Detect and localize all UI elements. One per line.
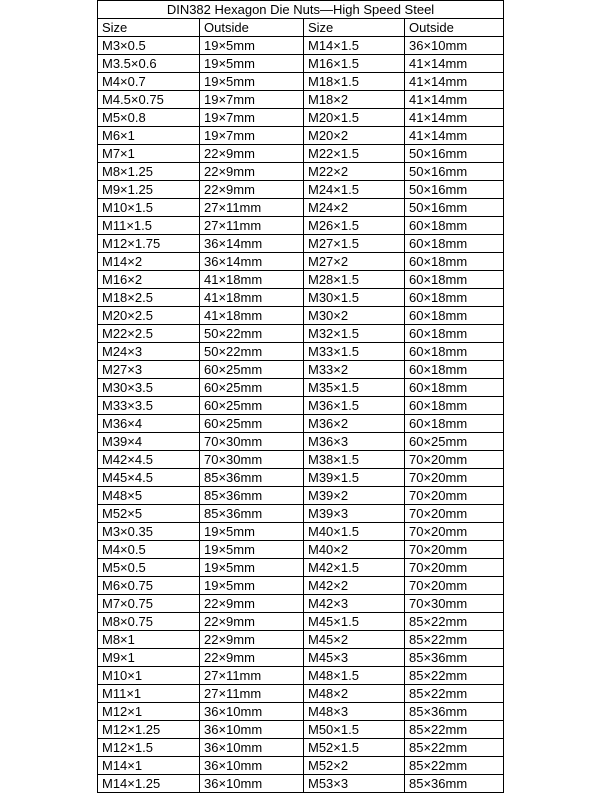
table-row — [98, 109, 504, 127]
size-left-cell: M16×2 — [98, 271, 200, 289]
outside-right-cell: 60×18mm — [405, 361, 504, 379]
outside-left-cell: 60×25mm — [200, 361, 304, 379]
size-right-cell: M22×1.5 — [304, 145, 405, 163]
outside-left-cell: 22×9mm — [200, 145, 304, 163]
outside-right-cell: 60×18mm — [405, 415, 504, 433]
table-row — [98, 235, 504, 253]
outside-left-cell: 36×10mm — [200, 703, 304, 721]
size-left-cell: M24×3 — [98, 343, 200, 361]
table-row — [98, 685, 504, 703]
outside-left-cell: 22×9mm — [200, 631, 304, 649]
outside-right-cell: 60×18mm — [405, 379, 504, 397]
outside-left-cell: 22×9mm — [200, 181, 304, 199]
size-left-cell: M45×4.5 — [98, 469, 200, 487]
outside-right-cell: 85×22mm — [405, 613, 504, 631]
table-row — [98, 37, 504, 55]
size-left-cell: M18×2.5 — [98, 289, 200, 307]
header-row — [98, 19, 504, 37]
outside-left-cell: 22×9mm — [200, 649, 304, 667]
outside-left-cell: 50×22mm — [200, 343, 304, 361]
table-row — [98, 433, 504, 451]
size-right-cell: M24×1.5 — [304, 181, 405, 199]
table-row — [98, 487, 504, 505]
table-row — [98, 127, 504, 145]
outside-left-cell: 60×25mm — [200, 397, 304, 415]
size-right-cell: M45×3 — [304, 649, 405, 667]
table-row — [98, 775, 504, 793]
outside-right-cell: 41×14mm — [405, 55, 504, 73]
outside-right-cell: 50×16mm — [405, 145, 504, 163]
outside-left-cell: 60×25mm — [200, 415, 304, 433]
header-size-right: Size — [304, 19, 405, 37]
header-outside-right: Outside — [405, 19, 504, 37]
outside-right-cell: 70×20mm — [405, 577, 504, 595]
table-row — [98, 649, 504, 667]
table-row — [98, 73, 504, 91]
size-left-cell: M36×4 — [98, 415, 200, 433]
size-right-cell: M36×1.5 — [304, 397, 405, 415]
outside-right-cell: 50×16mm — [405, 199, 504, 217]
outside-left-cell: 19×5mm — [200, 523, 304, 541]
table-row — [98, 253, 504, 271]
size-right-cell: M53×3 — [304, 775, 405, 793]
outside-left-cell: 22×9mm — [200, 613, 304, 631]
size-right-cell: M24×2 — [304, 199, 405, 217]
outside-right-cell: 60×18mm — [405, 397, 504, 415]
outside-left-cell: 19×7mm — [200, 127, 304, 145]
outside-left-cell: 36×10mm — [200, 721, 304, 739]
table-row — [98, 451, 504, 469]
outside-right-cell: 41×14mm — [405, 73, 504, 91]
outside-left-cell: 22×9mm — [200, 595, 304, 613]
size-right-cell: M20×1.5 — [304, 109, 405, 127]
outside-right-cell: 70×20mm — [405, 505, 504, 523]
size-left-cell: M7×0.75 — [98, 595, 200, 613]
size-left-cell: M8×1.25 — [98, 163, 200, 181]
size-left-cell: M48×5 — [98, 487, 200, 505]
size-right-cell: M14×1.5 — [304, 37, 405, 55]
table-row — [98, 91, 504, 109]
size-right-cell: M45×1.5 — [304, 613, 405, 631]
outside-right-cell: 70×20mm — [405, 523, 504, 541]
outside-left-cell: 50×22mm — [200, 325, 304, 343]
table-row — [98, 739, 504, 757]
size-right-cell: M20×2 — [304, 127, 405, 145]
outside-left-cell: 36×10mm — [200, 757, 304, 775]
outside-left-cell: 19×7mm — [200, 109, 304, 127]
outside-right-cell: 60×18mm — [405, 271, 504, 289]
size-left-cell: M8×1 — [98, 631, 200, 649]
size-right-cell: M45×2 — [304, 631, 405, 649]
size-left-cell: M6×1 — [98, 127, 200, 145]
outside-right-cell: 85×36mm — [405, 649, 504, 667]
size-left-cell: M22×2.5 — [98, 325, 200, 343]
table-row — [98, 289, 504, 307]
table-body — [98, 37, 504, 793]
outside-left-cell: 70×30mm — [200, 451, 304, 469]
table-row — [98, 541, 504, 559]
size-left-cell: M4.5×0.75 — [98, 91, 200, 109]
size-right-cell: M42×1.5 — [304, 559, 405, 577]
table-row — [98, 163, 504, 181]
size-left-cell: M12×1 — [98, 703, 200, 721]
size-left-cell: M12×1.25 — [98, 721, 200, 739]
outside-right-cell: 60×18mm — [405, 307, 504, 325]
outside-left-cell: 85×36mm — [200, 505, 304, 523]
table-row — [98, 55, 504, 73]
size-left-cell: M5×0.5 — [98, 559, 200, 577]
size-right-cell: M26×1.5 — [304, 217, 405, 235]
size-right-cell: M48×3 — [304, 703, 405, 721]
table-row — [98, 307, 504, 325]
size-left-cell: M20×2.5 — [98, 307, 200, 325]
table-row — [98, 415, 504, 433]
outside-right-cell: 70×20mm — [405, 451, 504, 469]
outside-right-cell: 85×22mm — [405, 721, 504, 739]
outside-right-cell: 70×20mm — [405, 559, 504, 577]
table-row — [98, 595, 504, 613]
table-row — [98, 325, 504, 343]
size-right-cell: M16×1.5 — [304, 55, 405, 73]
size-right-cell: M36×2 — [304, 415, 405, 433]
outside-left-cell: 27×11mm — [200, 217, 304, 235]
size-left-cell: M9×1.25 — [98, 181, 200, 199]
table-row — [98, 523, 504, 541]
outside-right-cell: 41×14mm — [405, 91, 504, 109]
outside-right-cell: 70×30mm — [405, 595, 504, 613]
size-right-cell: M32×1.5 — [304, 325, 405, 343]
table-row — [98, 559, 504, 577]
size-right-cell: M22×2 — [304, 163, 405, 181]
table-row — [98, 145, 504, 163]
outside-left-cell: 19×5mm — [200, 55, 304, 73]
size-left-cell: M14×2 — [98, 253, 200, 271]
size-left-cell: M12×1.5 — [98, 739, 200, 757]
size-right-cell: M52×1.5 — [304, 739, 405, 757]
size-left-cell: M4×0.7 — [98, 73, 200, 91]
size-right-cell: M39×2 — [304, 487, 405, 505]
outside-left-cell: 19×5mm — [200, 37, 304, 55]
size-left-cell: M7×1 — [98, 145, 200, 163]
outside-right-cell: 50×16mm — [405, 163, 504, 181]
outside-right-cell: 60×18mm — [405, 253, 504, 271]
outside-right-cell: 85×36mm — [405, 775, 504, 793]
size-right-cell: M42×3 — [304, 595, 405, 613]
outside-right-cell: 60×18mm — [405, 343, 504, 361]
table-row — [98, 199, 504, 217]
outside-left-cell: 85×36mm — [200, 469, 304, 487]
size-left-cell: M6×0.75 — [98, 577, 200, 595]
size-left-cell: M10×1 — [98, 667, 200, 685]
size-left-cell: M42×4.5 — [98, 451, 200, 469]
table-row — [98, 721, 504, 739]
table-row — [98, 631, 504, 649]
size-left-cell: M3.5×0.6 — [98, 55, 200, 73]
size-left-cell: M3×0.5 — [98, 37, 200, 55]
size-left-cell: M8×0.75 — [98, 613, 200, 631]
size-right-cell: M52×2 — [304, 757, 405, 775]
size-left-cell: M14×1 — [98, 757, 200, 775]
size-left-cell: M14×1.25 — [98, 775, 200, 793]
size-left-cell: M33×3.5 — [98, 397, 200, 415]
table-row — [98, 703, 504, 721]
outside-left-cell: 41×18mm — [200, 307, 304, 325]
outside-left-cell: 27×11mm — [200, 685, 304, 703]
size-right-cell: M18×1.5 — [304, 73, 405, 91]
size-right-cell: M48×2 — [304, 685, 405, 703]
outside-right-cell: 85×22mm — [405, 631, 504, 649]
size-right-cell: M42×2 — [304, 577, 405, 595]
outside-left-cell: 36×10mm — [200, 739, 304, 757]
size-right-cell: M39×1.5 — [304, 469, 405, 487]
size-right-cell: M27×1.5 — [304, 235, 405, 253]
outside-right-cell: 50×16mm — [405, 181, 504, 199]
table-row — [98, 397, 504, 415]
table-row — [98, 577, 504, 595]
size-right-cell: M40×2 — [304, 541, 405, 559]
outside-left-cell: 19×7mm — [200, 91, 304, 109]
table-row — [98, 271, 504, 289]
size-left-cell: M39×4 — [98, 433, 200, 451]
table-row — [98, 379, 504, 397]
size-left-cell: M52×5 — [98, 505, 200, 523]
header-outside-left: Outside — [200, 19, 304, 37]
spec-sheet — [97, 0, 503, 799]
header-size-left: Size — [98, 19, 200, 37]
outside-left-cell: 19×5mm — [200, 73, 304, 91]
table-row — [98, 667, 504, 685]
size-left-cell: M3×0.35 — [98, 523, 200, 541]
size-right-cell: M27×2 — [304, 253, 405, 271]
size-right-cell: M30×1.5 — [304, 289, 405, 307]
outside-left-cell: 36×10mm — [200, 775, 304, 793]
table-row — [98, 343, 504, 361]
size-right-cell: M30×2 — [304, 307, 405, 325]
outside-right-cell: 60×25mm — [405, 433, 504, 451]
die-nut-size-table — [97, 0, 504, 793]
outside-right-cell: 70×20mm — [405, 487, 504, 505]
outside-right-cell: 85×22mm — [405, 667, 504, 685]
table-title: DIN382 Hexagon Die Nuts—High Speed Steel — [98, 1, 504, 19]
outside-left-cell: 22×9mm — [200, 163, 304, 181]
outside-right-cell: 85×22mm — [405, 739, 504, 757]
size-right-cell: M33×2 — [304, 361, 405, 379]
table-row — [98, 613, 504, 631]
outside-right-cell: 85×36mm — [405, 703, 504, 721]
size-left-cell: M5×0.8 — [98, 109, 200, 127]
size-right-cell: M36×3 — [304, 433, 405, 451]
outside-left-cell: 41×18mm — [200, 289, 304, 307]
size-right-cell: M18×2 — [304, 91, 405, 109]
outside-left-cell: 27×11mm — [200, 667, 304, 685]
outside-right-cell: 41×14mm — [405, 109, 504, 127]
outside-right-cell: 60×18mm — [405, 217, 504, 235]
outside-right-cell: 85×22mm — [405, 757, 504, 775]
outside-left-cell: 41×18mm — [200, 271, 304, 289]
table-row — [98, 757, 504, 775]
outside-left-cell: 36×14mm — [200, 253, 304, 271]
outside-right-cell: 60×18mm — [405, 325, 504, 343]
size-right-cell: M28×1.5 — [304, 271, 405, 289]
outside-right-cell: 41×14mm — [405, 127, 504, 145]
outside-right-cell: 85×22mm — [405, 685, 504, 703]
outside-right-cell: 70×20mm — [405, 541, 504, 559]
outside-left-cell: 36×14mm — [200, 235, 304, 253]
outside-right-cell: 36×10mm — [405, 37, 504, 55]
size-right-cell: M38×1.5 — [304, 451, 405, 469]
outside-left-cell: 27×11mm — [200, 199, 304, 217]
outside-right-cell: 60×18mm — [405, 289, 504, 307]
table-row — [98, 505, 504, 523]
outside-left-cell: 70×30mm — [200, 433, 304, 451]
size-left-cell: M4×0.5 — [98, 541, 200, 559]
size-left-cell: M12×1.75 — [98, 235, 200, 253]
outside-left-cell: 60×25mm — [200, 379, 304, 397]
size-right-cell: M33×1.5 — [304, 343, 405, 361]
size-right-cell: M35×1.5 — [304, 379, 405, 397]
size-left-cell: M11×1.5 — [98, 217, 200, 235]
size-left-cell: M9×1 — [98, 649, 200, 667]
table-row — [98, 181, 504, 199]
outside-left-cell: 85×36mm — [200, 487, 304, 505]
outside-right-cell: 60×18mm — [405, 235, 504, 253]
outside-left-cell: 19×5mm — [200, 541, 304, 559]
size-right-cell: M39×3 — [304, 505, 405, 523]
size-right-cell: M40×1.5 — [304, 523, 405, 541]
table-row — [98, 361, 504, 379]
table-row — [98, 217, 504, 235]
title-row — [98, 1, 504, 19]
size-left-cell: M10×1.5 — [98, 199, 200, 217]
size-left-cell: M30×3.5 — [98, 379, 200, 397]
outside-right-cell: 70×20mm — [405, 469, 504, 487]
size-right-cell: M50×1.5 — [304, 721, 405, 739]
size-right-cell: M48×1.5 — [304, 667, 405, 685]
outside-left-cell: 19×5mm — [200, 577, 304, 595]
size-left-cell: M11×1 — [98, 685, 200, 703]
table-row — [98, 469, 504, 487]
size-left-cell: M27×3 — [98, 361, 200, 379]
outside-left-cell: 19×5mm — [200, 559, 304, 577]
